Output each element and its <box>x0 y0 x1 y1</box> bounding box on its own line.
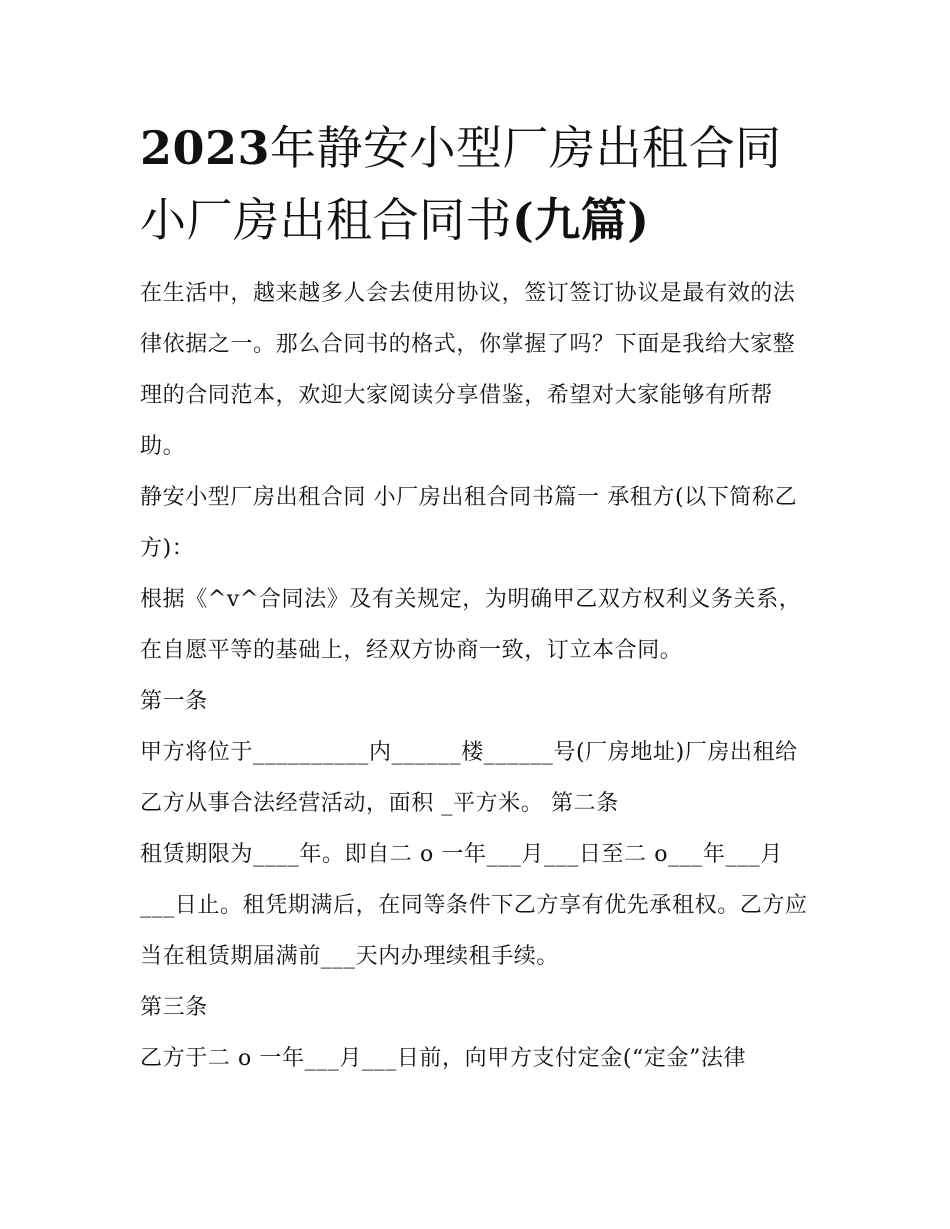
article-3-heading: 第三条 <box>140 995 208 1020</box>
contract-heading-paragraph: 静安小型厂房出租合同 小厂房出租合同书篇一 承租方(以下简称乙方)： <box>140 485 798 561</box>
title-rest: 年静安小型厂房出租合同 <box>270 121 782 175</box>
article-1-heading: 第一条 <box>140 689 208 714</box>
document-title-line-1 <box>140 112 816 184</box>
title-count: (九篇) <box>512 193 650 247</box>
article-2-paragraph: 租赁期限为____年。即自二 o 一年___月___日至二 o___年___月___日止。租凭期满后，在同等条件下乙方享有优先承租权。乙方应当在租赁期届满前___天内办理续租手续。 <box>140 842 808 969</box>
title-year: 2023 <box>140 121 271 175</box>
document-page <box>140 112 816 1084</box>
title-subtitle: 小厂房出租合同书 <box>140 193 512 247</box>
document-title-line-2 <box>140 184 816 256</box>
article-1-paragraph: 甲方将位于__________内______楼______号(厂房地址)厂房出租给乙方从事合法经营活动，面积 _平方米。 第二条 <box>140 740 798 816</box>
article-3-paragraph: 乙方于二 o 一年___月___日前，向甲方支付定金(“定金”法律 <box>140 1046 747 1071</box>
document-body <box>140 268 816 1084</box>
legal-basis-paragraph: 根据《^v^合同法》及有关规定，为明确甲乙双方权利义务关系，在自愿平等的基础上，经双方协商一致，订立本合同。 <box>140 587 802 663</box>
intro-paragraph: 在生活中，越来越多人会去使用协议，签订签订协议是最有效的法律依据之一。那么合同书的格式，你掌握了吗？下面是我给大家整理的合同范本，欢迎大家阅读分享借鉴，希望对大家能够有所帮助。 <box>140 281 796 459</box>
